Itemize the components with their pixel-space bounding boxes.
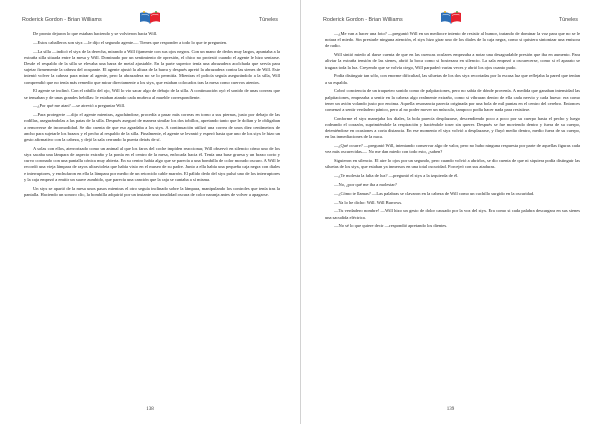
- paragraph: De pronto dejaron lo que estaban haciendo y se volvieron hacia Will.: [33, 31, 158, 36]
- paragraph: Cobró conciencia de un traqueteo sonido como de palpitaciones, pero no sabía de dónde provenía. A medida que ganaban intensidad las palpitaciones, empezaba a sentir en la cabeza algo realmente extraño, como si vibraran dentro de ella cada nervio y cada hueso: era como tener un avión volando justo por encima. Aquella resonancia parecía originada por una bola de mil puntas en el centro del cerebro. Entonces comenzó a sentir verdadero pánico, pero al no poder mover un músculo, tampoco podía hacer nada para resistirse.: [325, 88, 580, 113]
- paragraph: —No, ¿por qué me iba a molestar?: [334, 182, 397, 188]
- paragraph: Podía distinguir tan sólo, con enorme dificultad, las siluetas de los dos styx recortadas por la escasa luz que reflejaba la pared que tenían a su espalda.: [325, 73, 580, 85]
- paragraph: Will sintió miedo al darse cuenta de que en las cuencas oculares empezaba a notar una desagradable presión que iba en aumento. Para aliviar la extraña tensión de las sienes, abrió la boca como si bostezara en silencio. La sala empezó a oscurecerse, como si el aparato se tragara toda la luz. Creyendo que se volvía ciego, Will parpadeó varias veces y abrió los ojos cuanto pudo.: [325, 52, 580, 70]
- paragraph: —Ya lo he dicho: Will. Will Burrows.: [334, 199, 403, 205]
- right-running-header: [323, 10, 578, 26]
- left-page-body: [24, 31, 280, 399]
- paragraph: —¿Por qué me atan? —se atrevió a preguntar Will.: [33, 103, 126, 109]
- paragraph: Conforme el styx manejaba los diales, la bola parecía desplazarse, descendiendo poco a poco por su cuerpo hasta el pecho y luego rodeando el corazón, suprimiéndole la respiración y haciéndole toser sin querer. Después se fue moviendo dentro y fuera de su cuerpo, deteniéndose en ocasiones a corta distancia. En ese momento el styx volvió a desplazarse, y fluyó medio dentro, medio fuera de su cuerpo, en las inmediaciones de la nuca.: [325, 115, 580, 140]
- left-running-header: [22, 10, 278, 26]
- title-header: Túneles: [558, 17, 578, 23]
- paragraph: —No sé lo que quiere decir —respondió apretando los dientes.: [334, 223, 448, 229]
- open-book-logo-icon: [137, 10, 163, 25]
- title-header: Túneles: [258, 17, 278, 23]
- right-page: [300, 0, 600, 424]
- right-page-body: [325, 31, 580, 399]
- paragraph: —¿Qué ocurre? —preguntó Will, intentando conservar algo de valor, pero no hubo ninguna respuesta por parte de aquellas figuras cada vez más oscurecidas—. No me dan miedo con todo esto, ¿saben?: [325, 143, 580, 155]
- paragraph: —¿Te molesta la falta de luz? —preguntó el styx a la izquierda de él.: [334, 173, 459, 179]
- paragraph: Un styx se apartó de la mesa unos pasos mientras el otro seguía inclinado sobre la lámpara, manipulando los controles que tenía tras la pantalla. Haciendo un sonoro clic, la bombilla adquirió por un instante una tonalidad oscura de color naranja antes de volver a apagarse.: [24, 185, 280, 197]
- paragraph: —La silla —indicó el styx de la derecha, mirando a Will fijamente con sus ojos negros. Con un mano de dedos muy largos, apuntaba a la extraña silla situada entre la mesa y Will. Dominado por un sentimiento de opresión, el chico no protestó cuando el agente le hizo sentarse. Desde el respaldo de la silla se elevaba una barra de metal ajustable. En la parte superior tenía una abrazadera acolchada que servía para sujetar firmemente la cabeza del ocupante. El agente ajustó la altura de la barra y después apretó la abrazadera contra las sienes de Will. Este intentó volver la cabeza para mirar al agente, pero la abrazadera no se lo permitía. Mientras el policía seguía asegurándolo a la silla, Will comprendió que no tenía más remedio que mirar directamente a los styx, que estaban colocados tras la mesa como cuervos atentos.: [24, 48, 280, 85]
- open-book-logo-icon: [438, 10, 464, 25]
- paragraph: —¿Me van a hacer una foto? —preguntó Will en un mediocre intento de resistir al humor, tratando de dominar la voz para que no se le notara el miedo. Sin prestarle ninguna atención, el styx hizo girar uno de los diales de la caja negra, como si quisiera sintonizar una emisora de radio.: [325, 31, 580, 49]
- paragraph: —Para protegerte —dijo el agente mientras, agachándose, procedía a pasar más correas en torno a sus piernas, justo por debajo de las rodillas, asegurándolas a las patas de la silla. Después aseguró de manera similar los dos tobillos, apretando tanto que le dolían y le obligaban a removerse de incomodidad. Se dio cuenta de que eso agradaba a los styx. A continuación utilizó una correa de unos diez centímetros de ancho para sujetarle los brazos y el pecho al respaldo de la silla. Finalmente, el agente se levantó y esperó hasta que uno de los styx le hizo un gesto afirmativo con la cabeza, y dejó la sala cerrando la puerta detrás de sí.: [24, 112, 280, 143]
- page-number: 139: [446, 407, 455, 412]
- paragraph: El agente se inclinó. Con el rabillo del ojo, Will lo vio sacar algo de debajo de la silla. A continuación oyó el sonido de unas correas que se tensaban y de unas grandes hebillas: le estaban atando cada muñeca al mueble correspondiente.: [24, 88, 280, 100]
- page-number: 138: [146, 407, 154, 412]
- paragraph: —Estos caballeros son styx —le dijo el segundo agente—. Tienes que responder a todo lo que te pregunten.: [33, 39, 228, 45]
- paragraph: A solas con ellos, aterrorizado como un animal al que los faros del coche impiden reaccionar, Will observó en silencio cómo uno de los styx sacaba una lámpara de aspecto extraño y la ponía en el centro de la mesa, enfocada hacia él. Tenía una base gruesa y un brazo corto y curvo coronado con una pantalla cónica muy abierta. En su centro había algo que se parecía a una bombilla de color morado oscuro. A Will le recordó una vieja lámpara de rayos ultravioleta que había visto en el museo de su padre. Junto a ella había una pequeña caja negra con diales e interruptores, y enchufaron en ella la lámpara por medio de un retorcido cable marrón. El pálido dedo del styx pulsó uno de los interruptores y la caja empezó a emitir un suave zumbido, que parecía una canción que la caja se cantaba a sí misma.: [24, 145, 280, 182]
- paragraph: Siguieron en silencio. El aire lo ojos por un segundo, pero cuando volvió a abrirlos, se dio cuenta de que ni siquiera podía distinguir las siluetas de los styx, que estaban ya inmersos en una total oscuridad. Forcejeó con sus ataduras.: [325, 158, 580, 170]
- author-header: Roderick Gordon - Brian Williams: [323, 17, 403, 23]
- author-header: Roderick Gordon - Brian Williams: [22, 17, 102, 23]
- paragraph: —¿Cómo te llamas? —Las palabras se clavaron en la cabeza de Will como un cuchillo surgido en la oscuridad.: [334, 190, 535, 196]
- paragraph: —Tu verdadero nombre! —Will hizo un gesto de dolor causado por la voz del styx. Era como si cada palabra descargara en sus sienes una sacudida eléctrica.: [325, 208, 580, 220]
